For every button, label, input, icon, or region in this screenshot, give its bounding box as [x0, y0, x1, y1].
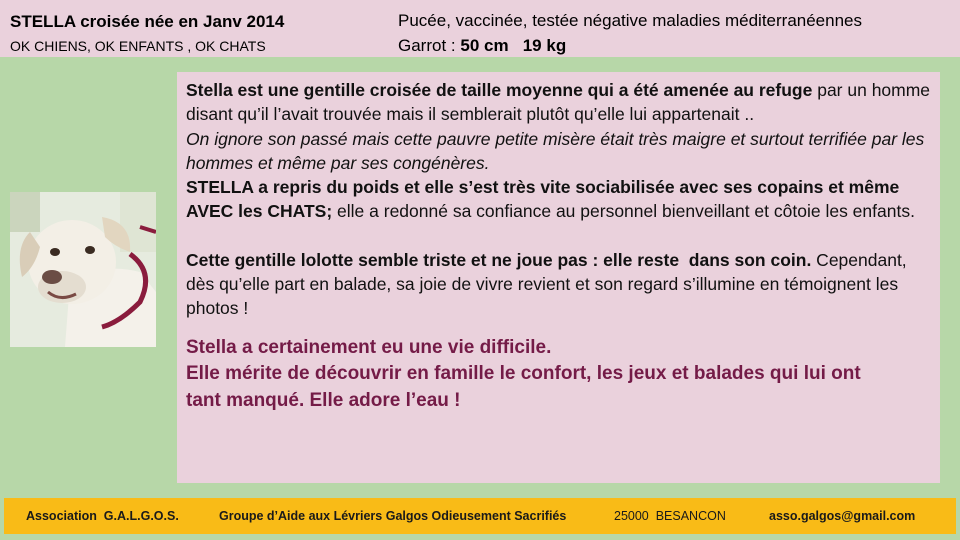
- description-text: [186, 78, 936, 414]
- paragraph-past: On ignore son passé mais cette pauvre petite misère était très maigre et surtout terrifiée par les hommes et même par ses congénères.: [186, 128, 925, 173]
- size-info: [398, 36, 566, 56]
- paragraph-behavior: [186, 248, 936, 321]
- header-band: [0, 0, 960, 57]
- paragraph-intro: [186, 78, 936, 127]
- footer-band: [4, 498, 956, 534]
- behavior-rest: Cependant, dès qu’elle part en balade, sa joie de vivre revient et son regard s’illumine en témoignent les photos !: [186, 249, 907, 319]
- progress-rest: elle a redonné sa confiance au personnel bienveillant et côtoie les enfants.: [332, 201, 915, 222]
- intro-rest: par un homme disant qu’il l’avait trouvée mais il semblerait plutôt qu’elle lui appartenait ..: [186, 80, 931, 125]
- appeal-line-2: Elle mérite de découvrir en famille le confort, les jeux et balades qui lui ont tant manqué. Elle adore l’eau !: [186, 363, 861, 411]
- intro-bold: Stella est une gentille croisée de taille moyenne qui a été amenée au refuge: [186, 80, 813, 100]
- progress-bold: STELLA a repris du poids et elle s’est très vite sociabilisée avec ses copains et même AVEC les CHATS;: [186, 177, 900, 222]
- page-title: STELLA croisée née en Janv 2014: [10, 12, 285, 31]
- email-link[interactable]: asso.galgos@gmail.com: [769, 509, 916, 523]
- dog-photo: [10, 192, 156, 347]
- health-status-text: Pucée, vaccinée, testée négative maladies méditerranéennes: [398, 11, 863, 30]
- garrot-label: Garrot :: [398, 36, 456, 55]
- garrot-value: 50 cm 19 kg: [460, 36, 567, 55]
- description-panel: [177, 72, 940, 483]
- behavior-bold: Cette gentille lolotte semble triste et ne joue pas : elle reste dans son coin.: [186, 249, 812, 270]
- dog-photo-icon: [10, 192, 156, 347]
- association-name: Association G.A.L.G.O.S.: [26, 509, 179, 523]
- city: 25000 BESANCON: [614, 509, 726, 523]
- compatibility-text: OK CHIENS, OK ENFANTS , OK CHATS: [10, 38, 266, 54]
- appeal-line-1: Stella a certainement eu une vie difficile.: [186, 336, 552, 358]
- paragraph-progress: [186, 175, 936, 224]
- association-fullname: Groupe d’Aide aux Lévriers Galgos Odieusement Sacrifiés: [219, 509, 567, 523]
